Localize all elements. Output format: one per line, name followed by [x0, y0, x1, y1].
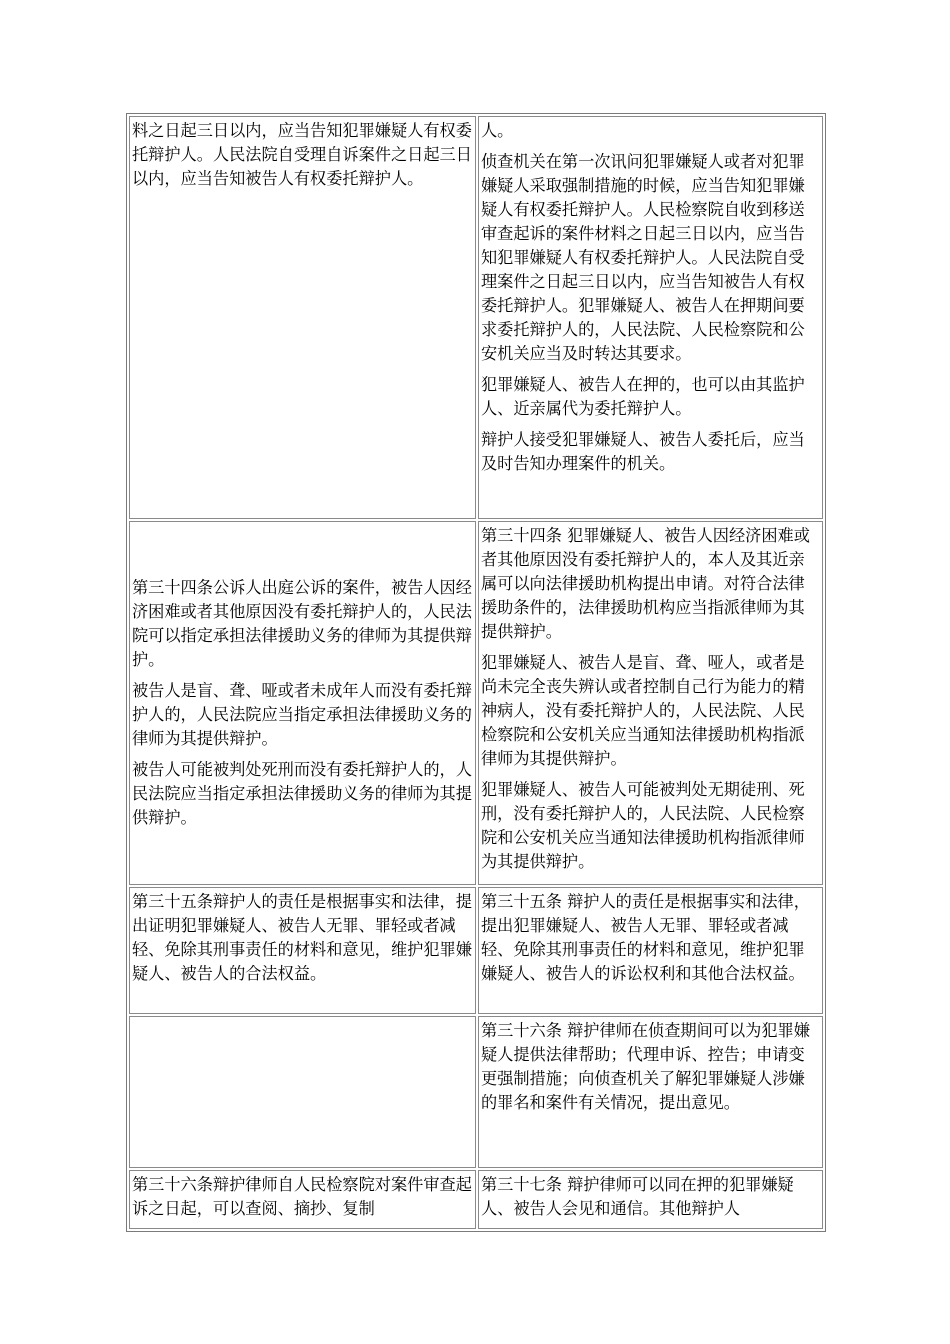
table-row	[129, 1016, 823, 1168]
new-law-cell	[478, 1170, 823, 1229]
old-law-cell	[129, 1170, 476, 1229]
paragraph: 犯罪嫌疑人、被告人在押的，也可以由其监护人、近亲属代为委托辩护人。	[481, 375, 805, 418]
table-row	[129, 887, 823, 1014]
paragraph: 被告人是盲、聋、哑或者未成年人而没有委托辩护人的，人民法院应当指定承担法律援助义务的律师为其提供辩护。	[132, 680, 472, 748]
paragraph: 被告人可能被判处死刑而没有委托辩护人的，人民法院应当指定承担法律援助义务的律师为其提供辩护。	[132, 759, 472, 827]
paragraph: 第三十五条辩护人的责任是根据事实和法律，提出证明犯罪嫌疑人、被告人无罪、罪轻或者减轻、免除其刑事责任的材料和意见，维护犯罪嫌疑人、被告人的合法权益。	[132, 892, 472, 983]
new-law-cell	[478, 116, 823, 519]
paragraph: 料之日起三日以内，应当告知犯罪嫌疑人有权委托辩护人。人民法院自受理自诉案件之日起三日以内，应当告知被告人有权委托辩护人。	[132, 121, 472, 188]
paragraph: 辩护人接受犯罪嫌疑人、被告人委托后，应当及时告知办理案件的机关。	[481, 430, 805, 473]
new-law-cell	[478, 1016, 823, 1168]
old-law-cell	[129, 521, 476, 885]
new-law-cell	[478, 521, 823, 885]
table-row	[129, 116, 823, 519]
paragraph: 第三十四条公诉人出庭公诉的案件，被告人因经济困难或者其他原因没有委托辩护人的，人民法院可以指定承担法律援助义务的律师为其提供辩护。	[132, 577, 472, 669]
old-law-cell	[129, 116, 476, 519]
law-comparison-table	[126, 113, 826, 1232]
table-row	[129, 1170, 823, 1229]
old-law-cell	[129, 887, 476, 1014]
paragraph: 犯罪嫌疑人、被告人是盲、聋、哑人，或者是尚未完全丧失辨认或者控制自己行为能力的精神病人，没有委托辩护人的，人民法院、人民检察院和公安机关应当通知法律援助机构指派律师为其提供辩护。	[481, 653, 805, 768]
new-law-cell	[478, 887, 823, 1014]
paragraph: 侦查机关在第一次讯问犯罪嫌疑人或者对犯罪嫌疑人采取强制措施的时候，应当告知犯罪嫌疑人有权委托辩护人。人民检察院自收到移送审查起诉的案件材料之日起三日以内，应当告知犯罪嫌疑人有权委托辩护人。人民法院自受理案件之日起三日以内，应当告知被告人有权委托辩护人。犯罪嫌疑人、被告人在押期间要求委托辩护人的，人民法院、人民检察院和公安机关应当及时转达其要求。	[481, 152, 805, 363]
paragraph: 人。	[481, 121, 514, 140]
paragraph: 第三十七条 辩护律师可以同在押的犯罪嫌疑人、被告人会见和通信。其他辩护人	[481, 1175, 794, 1218]
paragraph: 第三十六条 辩护律师在侦查期间可以为犯罪嫌疑人提供法律帮助；代理申诉、控告；申请变更强制措施；向侦查机关了解犯罪嫌疑人涉嫌的罪名和案件有关情况，提出意见。	[481, 1021, 810, 1112]
paragraph: 第三十六条辩护律师自人民检察院对案件审查起诉之日起，可以查阅、摘抄、复制	[132, 1175, 472, 1218]
paragraph: 犯罪嫌疑人、被告人可能被判处无期徒刑、死刑，没有委托辩护人的，人民法院、人民检察院和公安机关应当通知法律援助机构指派律师为其提供辩护。	[481, 780, 805, 871]
old-law-cell-empty	[129, 1016, 476, 1168]
table-row	[129, 521, 823, 885]
paragraph: 第三十四条 犯罪嫌疑人、被告人因经济困难或者其他原因没有委托辩护人的，本人及其近亲属可以向法律援助机构提出申请。对符合法律援助条件的，法律援助机构应当指派律师为其提供辩护。	[481, 526, 810, 641]
paragraph: 第三十五条 辩护人的责任是根据事实和法律，提出犯罪嫌疑人、被告人无罪、罪轻或者减轻、免除其刑事责任的材料和意见，维护犯罪嫌疑人、被告人的诉讼权利和其他合法权益。	[481, 892, 810, 983]
